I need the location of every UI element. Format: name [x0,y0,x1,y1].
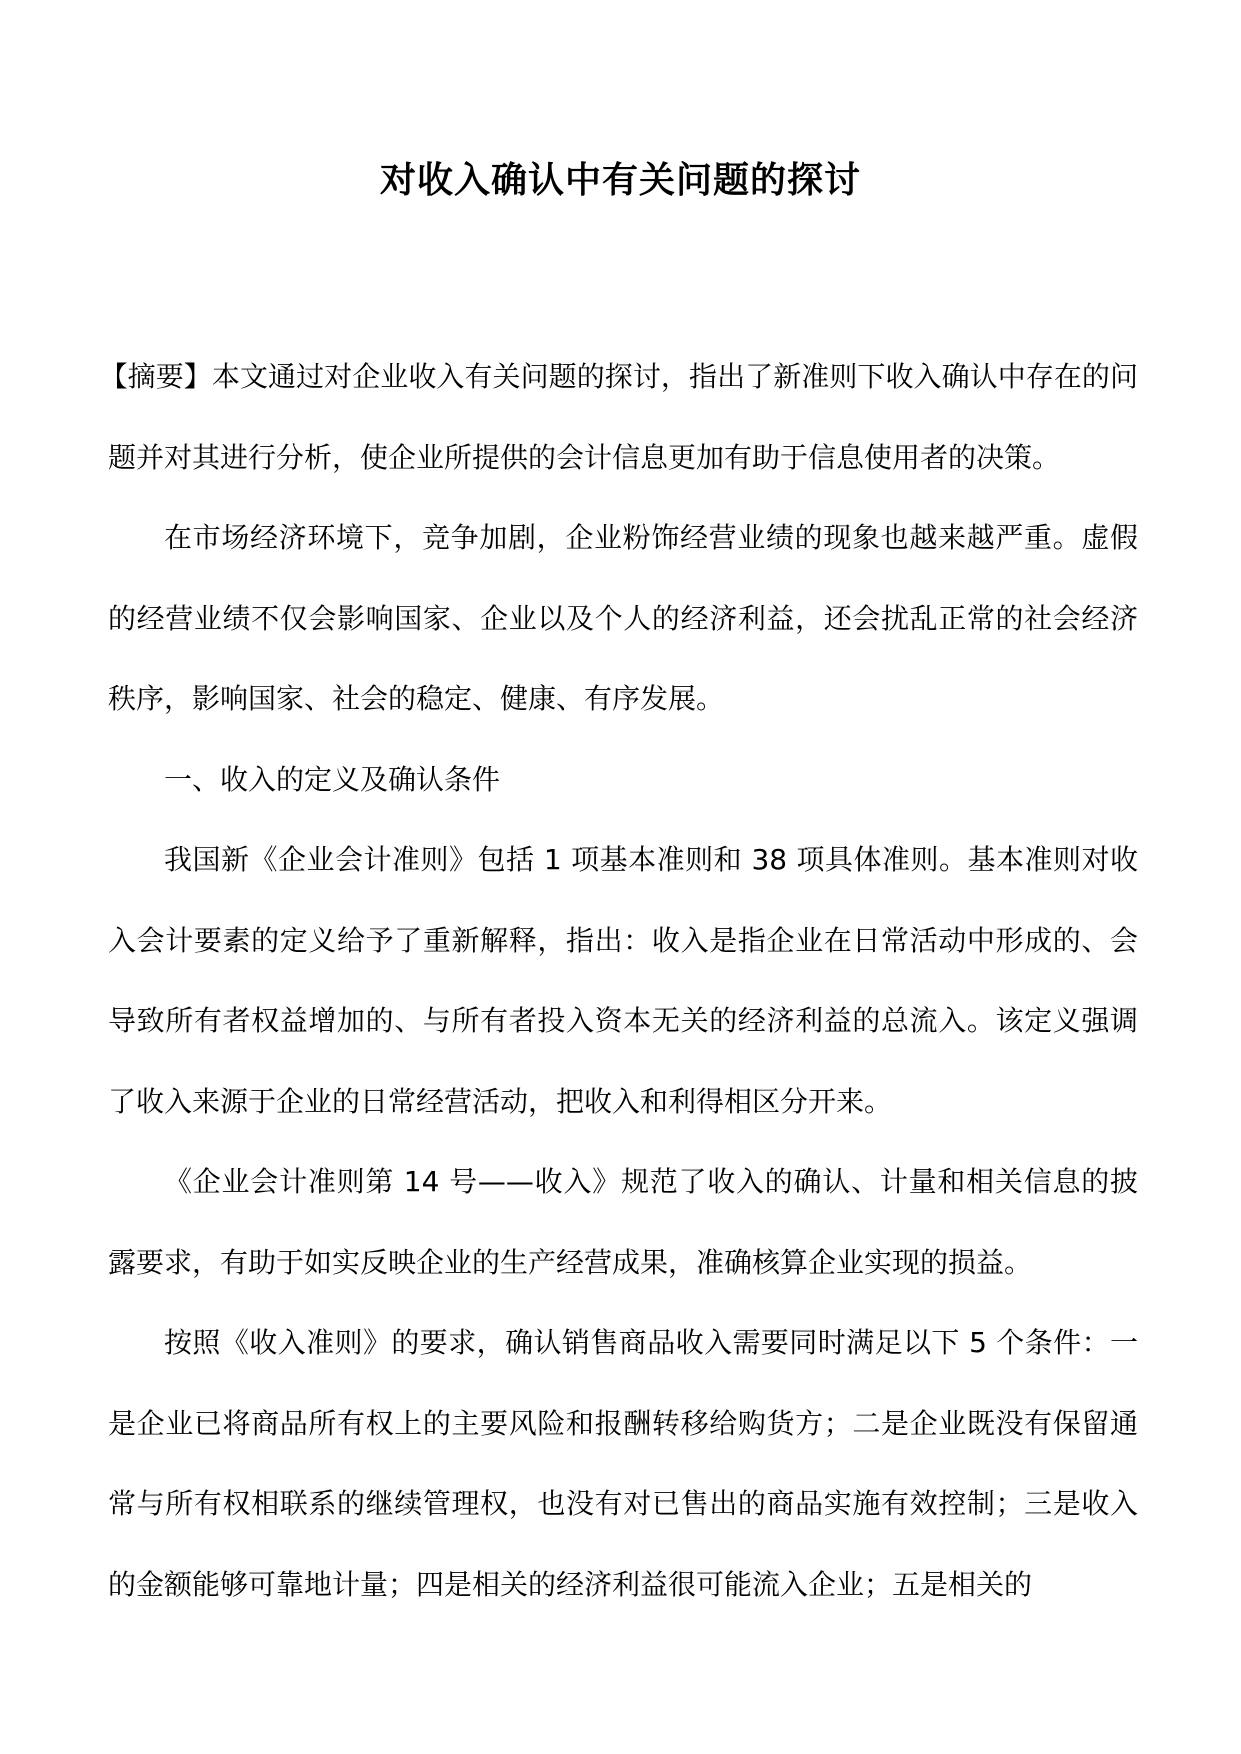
document-title: 对收入确认中有关问题的探讨 [379,159,861,201]
section-heading: 一、收入的定义及确认条件 [164,762,501,796]
body-paragraph: 在市场经济环境下，竞争加剧，企业粉饰经营业绩的现象也越来越严重。虚假的经营业绩不仅会影响国家、企业以及个人的经济利益，还会扰乱正常的社会经济秩序，影响国家、社会的稳定、健康、有序发展。 [108,521,1138,715]
abstract-paragraph: 【摘要】本文通过对企业收入有关问题的探讨，指出了新准则下收入确认中存在的问题并对其进行分析，使企业所提供的会计信息更加有助于信息使用者的决策。 [99,360,1138,474]
body-paragraph: 按照《收入准则》的要求，确认销售商品收入需要同时满足以下 5 个条件：一是企业已将商品所有权上的主要风险和报酬转移给购货方；二是企业既没有保留通常与所有权相联系的继续管理权，也没有对已售出的商品实施有效控制；三是收入的金额能够可靠地计量；四是相关的经济利益很可能流入企业；五是相关的 [108,1326,1138,1601]
document-body [99,337,1138,1625]
body-paragraph: 《企业会计准则第 14 号——收入》规范了收入的确认、计量和相关信息的披露要求，有助于如实反映企业的生产经营成果，准确核算企业实现的损益。 [108,1165,1138,1279]
body-paragraph: 我国新《企业会计准则》包括 1 项基本准则和 38 项具体准则。基本准则对收入会计要素的定义给予了重新解释，指出：收入是指企业在日常活动中形成的、会导致所有者权益增加的、与所有者投入资本无关的经济利益的总流入。该定义强调了收入来源于企业的日常经营活动，把收入和利得相区分开来。 [108,843,1138,1118]
